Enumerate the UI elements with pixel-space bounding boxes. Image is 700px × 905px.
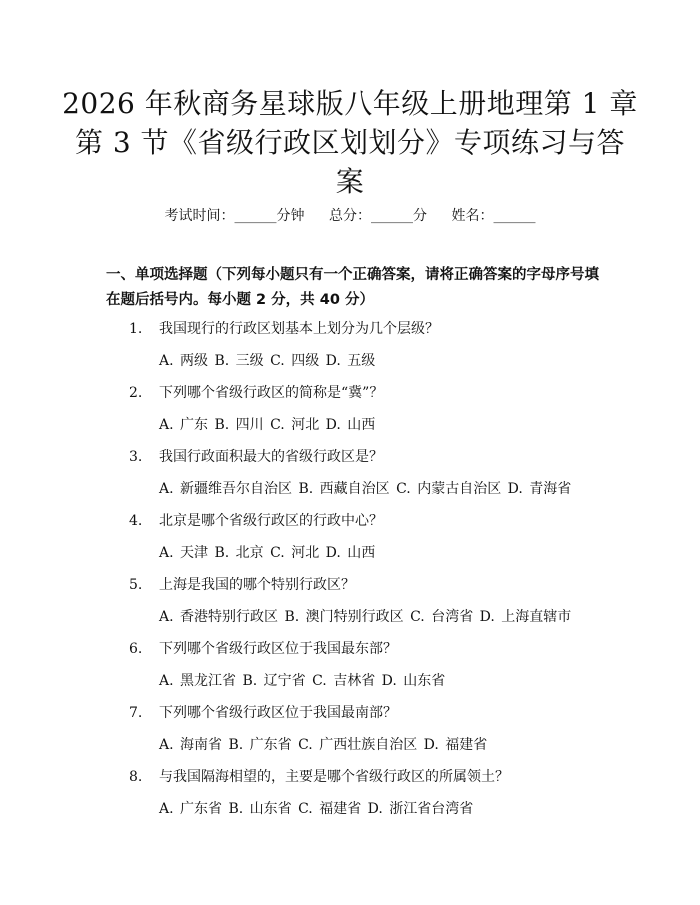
question-8 [129, 766, 509, 786]
question-text: 北京是哪个省级行政区的行政中心？ [159, 513, 383, 529]
question-8-options: A. 广东省 B. 山东省 C. 福建省 D. 浙江省台湾省 [159, 801, 474, 817]
question-2-options: A. 广东 B. 四川 C. 河北 D. 山西 [159, 417, 376, 433]
question-text: 我国现行的行政区划基本上划分为几个层级？ [159, 321, 439, 337]
question-6 [129, 638, 397, 658]
section-heading: 一、单项选择题（下列每小题只有一个正确答案，请将正确答案的字母序号填在题后括号内。每小题 2 分，共 40 分） [106, 267, 599, 308]
question-number: 7. [129, 705, 143, 721]
question-5 [129, 574, 355, 594]
question-text: 下列哪个省级行政区的简称是“冀”？ [159, 385, 384, 401]
question-text: 与我国隔海相望的，主要是哪个省级行政区的所属领土？ [159, 769, 509, 785]
question-text: 下列哪个省级行政区位于我国最南部？ [159, 705, 397, 721]
title-line-3: 案 [335, 165, 365, 198]
total-score-field: 总分：______分 [329, 208, 427, 224]
exam-meta [0, 205, 700, 225]
question-number: 1. [129, 321, 143, 337]
question-5-options: A. 香港特别行政区 B. 澳门特别行政区 C. 台湾省 D. 上海直辖市 [159, 609, 572, 625]
question-text: 我国行政面积最大的省级行政区是？ [159, 449, 383, 465]
question-7-options: A. 海南省 B. 广东省 C. 广西壮族自治区 D. 福建省 [159, 737, 488, 753]
title-line-2: 第 3 节《省级行政区划划分》专项练习与答 [74, 126, 626, 159]
student-name-field: 姓名：______ [451, 208, 536, 224]
question-text: 上海是我国的哪个特别行政区？ [159, 577, 355, 593]
question-number: 4. [129, 513, 143, 529]
question-4 [129, 510, 383, 530]
question-4-options: A. 天津 B. 北京 C. 河北 D. 山西 [159, 545, 376, 561]
question-3 [129, 446, 383, 466]
question-6-options: A. 黑龙江省 B. 辽宁省 C. 吉林省 D. 山东省 [159, 673, 446, 689]
question-7 [129, 702, 397, 722]
question-number: 3. [129, 449, 143, 465]
question-3-options: A. 新疆维吾尔自治区 B. 西藏自治区 C. 内蒙古自治区 D. 青海省 [159, 481, 572, 497]
question-1-options: A. 两级 B. 三级 C. 四级 D. 五级 [159, 353, 376, 369]
title-line-1: 2026 年秋商务星球版八年级上册地理第 1 章 [62, 87, 638, 120]
question-text: 下列哪个省级行政区位于我国最东部？ [159, 641, 397, 657]
question-number: 5. [129, 577, 143, 593]
document-title [60, 84, 640, 201]
exam-time-field: 考试时间：______分钟 [164, 208, 305, 224]
question-1 [129, 318, 439, 338]
question-number: 2. [129, 385, 143, 401]
question-2 [129, 382, 383, 402]
question-number: 6. [129, 641, 143, 657]
question-number: 8. [129, 769, 143, 785]
